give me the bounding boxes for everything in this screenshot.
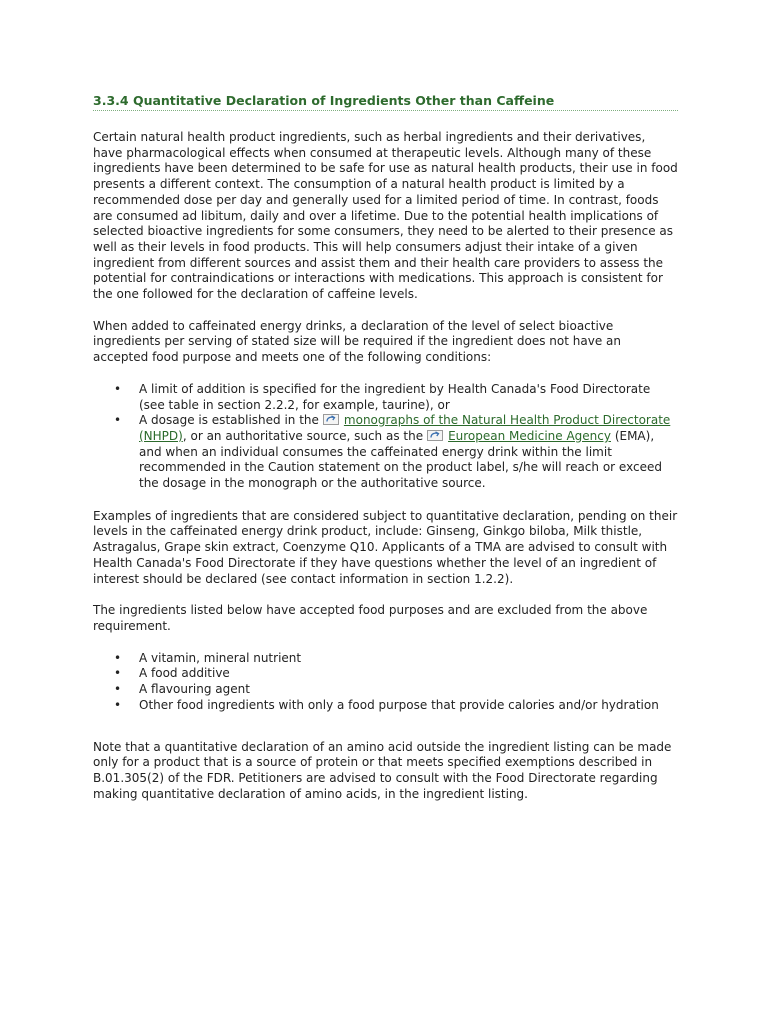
bullet: • — [114, 650, 122, 665]
condition-text-end: (EMA), and when an individual consumes the caffeinated energy drink within the limit recommended in the Caution statement on the product label, s/he will reach or exceed the dosage in the monograph or the authoritative source. — [139, 428, 662, 491]
bullet: • — [114, 682, 122, 697]
excluded-item-text: A flavouring agent — [139, 682, 250, 697]
excluded-item-text: Other food ingredients with only a food purpose that provide calories and/or hydration — [139, 697, 659, 712]
condition-text-middle: , or an authoritative source, such as the — [182, 428, 424, 443]
list-item — [93, 666, 678, 682]
paragraph-examples: Examples of ingredients that are considered subject to quantitative declaration, pending on their levels in the caffeinated energy drink product, include: Ginseng, Ginkgo biloba, Milk thistle, Astragalus, Grape skin extract, Coenzyme Q10. Applicants of a TMA are advised to consult with Health Canada's Food Directorate if they have questions whether the level of an ingredient of interest should be declared (see contact information in section 1.2.2). — [93, 508, 678, 586]
bullet: • — [114, 697, 122, 712]
nhpd-monographs-link[interactable]: monographs of the Natural Health Product Directorate (NHPD) — [139, 413, 671, 443]
list-item — [93, 413, 678, 492]
section-heading: 3.3.4 Quantitative Declaration of Ingredients Other than Caffeine — [93, 92, 678, 111]
paragraph-conditions-lead: When added to caffeinated energy drinks, a declaration of the level of select bioactive ingredients per serving of stated size will be required if the ingredient does not have an accepted food purpose and meets one of the following conditions: — [93, 318, 621, 365]
list-item — [93, 682, 678, 698]
paragraph-amino-acids-note: Note that a quantitative declaration of an amino acid outside the ingredient listing can be made only for a product that is a source of protein or that meets specified exemptions described in B.01.305(2) of the FDR. Petitioners are advised to consult with the Food Directorate regarding making quantitative declaration of amino acids, in the ingredient listing. — [93, 739, 672, 801]
list-item — [93, 382, 678, 413]
condition-text-start: A dosage is established in the — [139, 413, 319, 428]
excluded-list — [93, 651, 678, 714]
list-item — [93, 651, 678, 667]
external-link-icon — [323, 414, 339, 425]
condition-text: A limit of addition is specified for the ingredient by Health Canada's Food Directorate (see table in section 2.2.2, for example, taurine), or — [139, 381, 651, 412]
ema-link[interactable]: European Medicine Agency — [448, 428, 611, 443]
excluded-item-text: A food additive — [139, 666, 230, 681]
bullet: • — [114, 413, 122, 428]
conditions-list — [93, 382, 678, 492]
paragraph-exclusions-lead: The ingredients listed below have accepted food purposes and are excluded from the above requirement. — [93, 603, 648, 633]
external-link-icon — [427, 430, 443, 441]
paragraph-intro: Certain natural health product ingredients, such as herbal ingredients and their derivatives, have pharmacological effects when consumed at therapeutic levels. Although many of these ingredients have been determined to be safe for use as natural health products, their use in food presents a different context. The consumption of a natural health product is limited by a recommended dose per day and generally used for a limited period of time. In contrast, foods are consumed ad libitum, daily and over a lifetime. Due to the potential health implications of selected bioactive ingredients for some consumers, they need to be alerted to their presence as well as their levels in food products. This will help consumers adjust their intake of a given ingredient from different sources and assist them and their health care providers to assess the potential for contraindications or interactions with medications. This approach is consistent for the one followed for the declaration of caffeine levels. — [93, 130, 678, 302]
list-item — [93, 698, 678, 714]
document-page — [93, 92, 678, 818]
excluded-item-text: A vitamin, mineral nutrient — [139, 650, 302, 665]
bullet: • — [114, 666, 122, 681]
bullet: • — [114, 381, 122, 396]
